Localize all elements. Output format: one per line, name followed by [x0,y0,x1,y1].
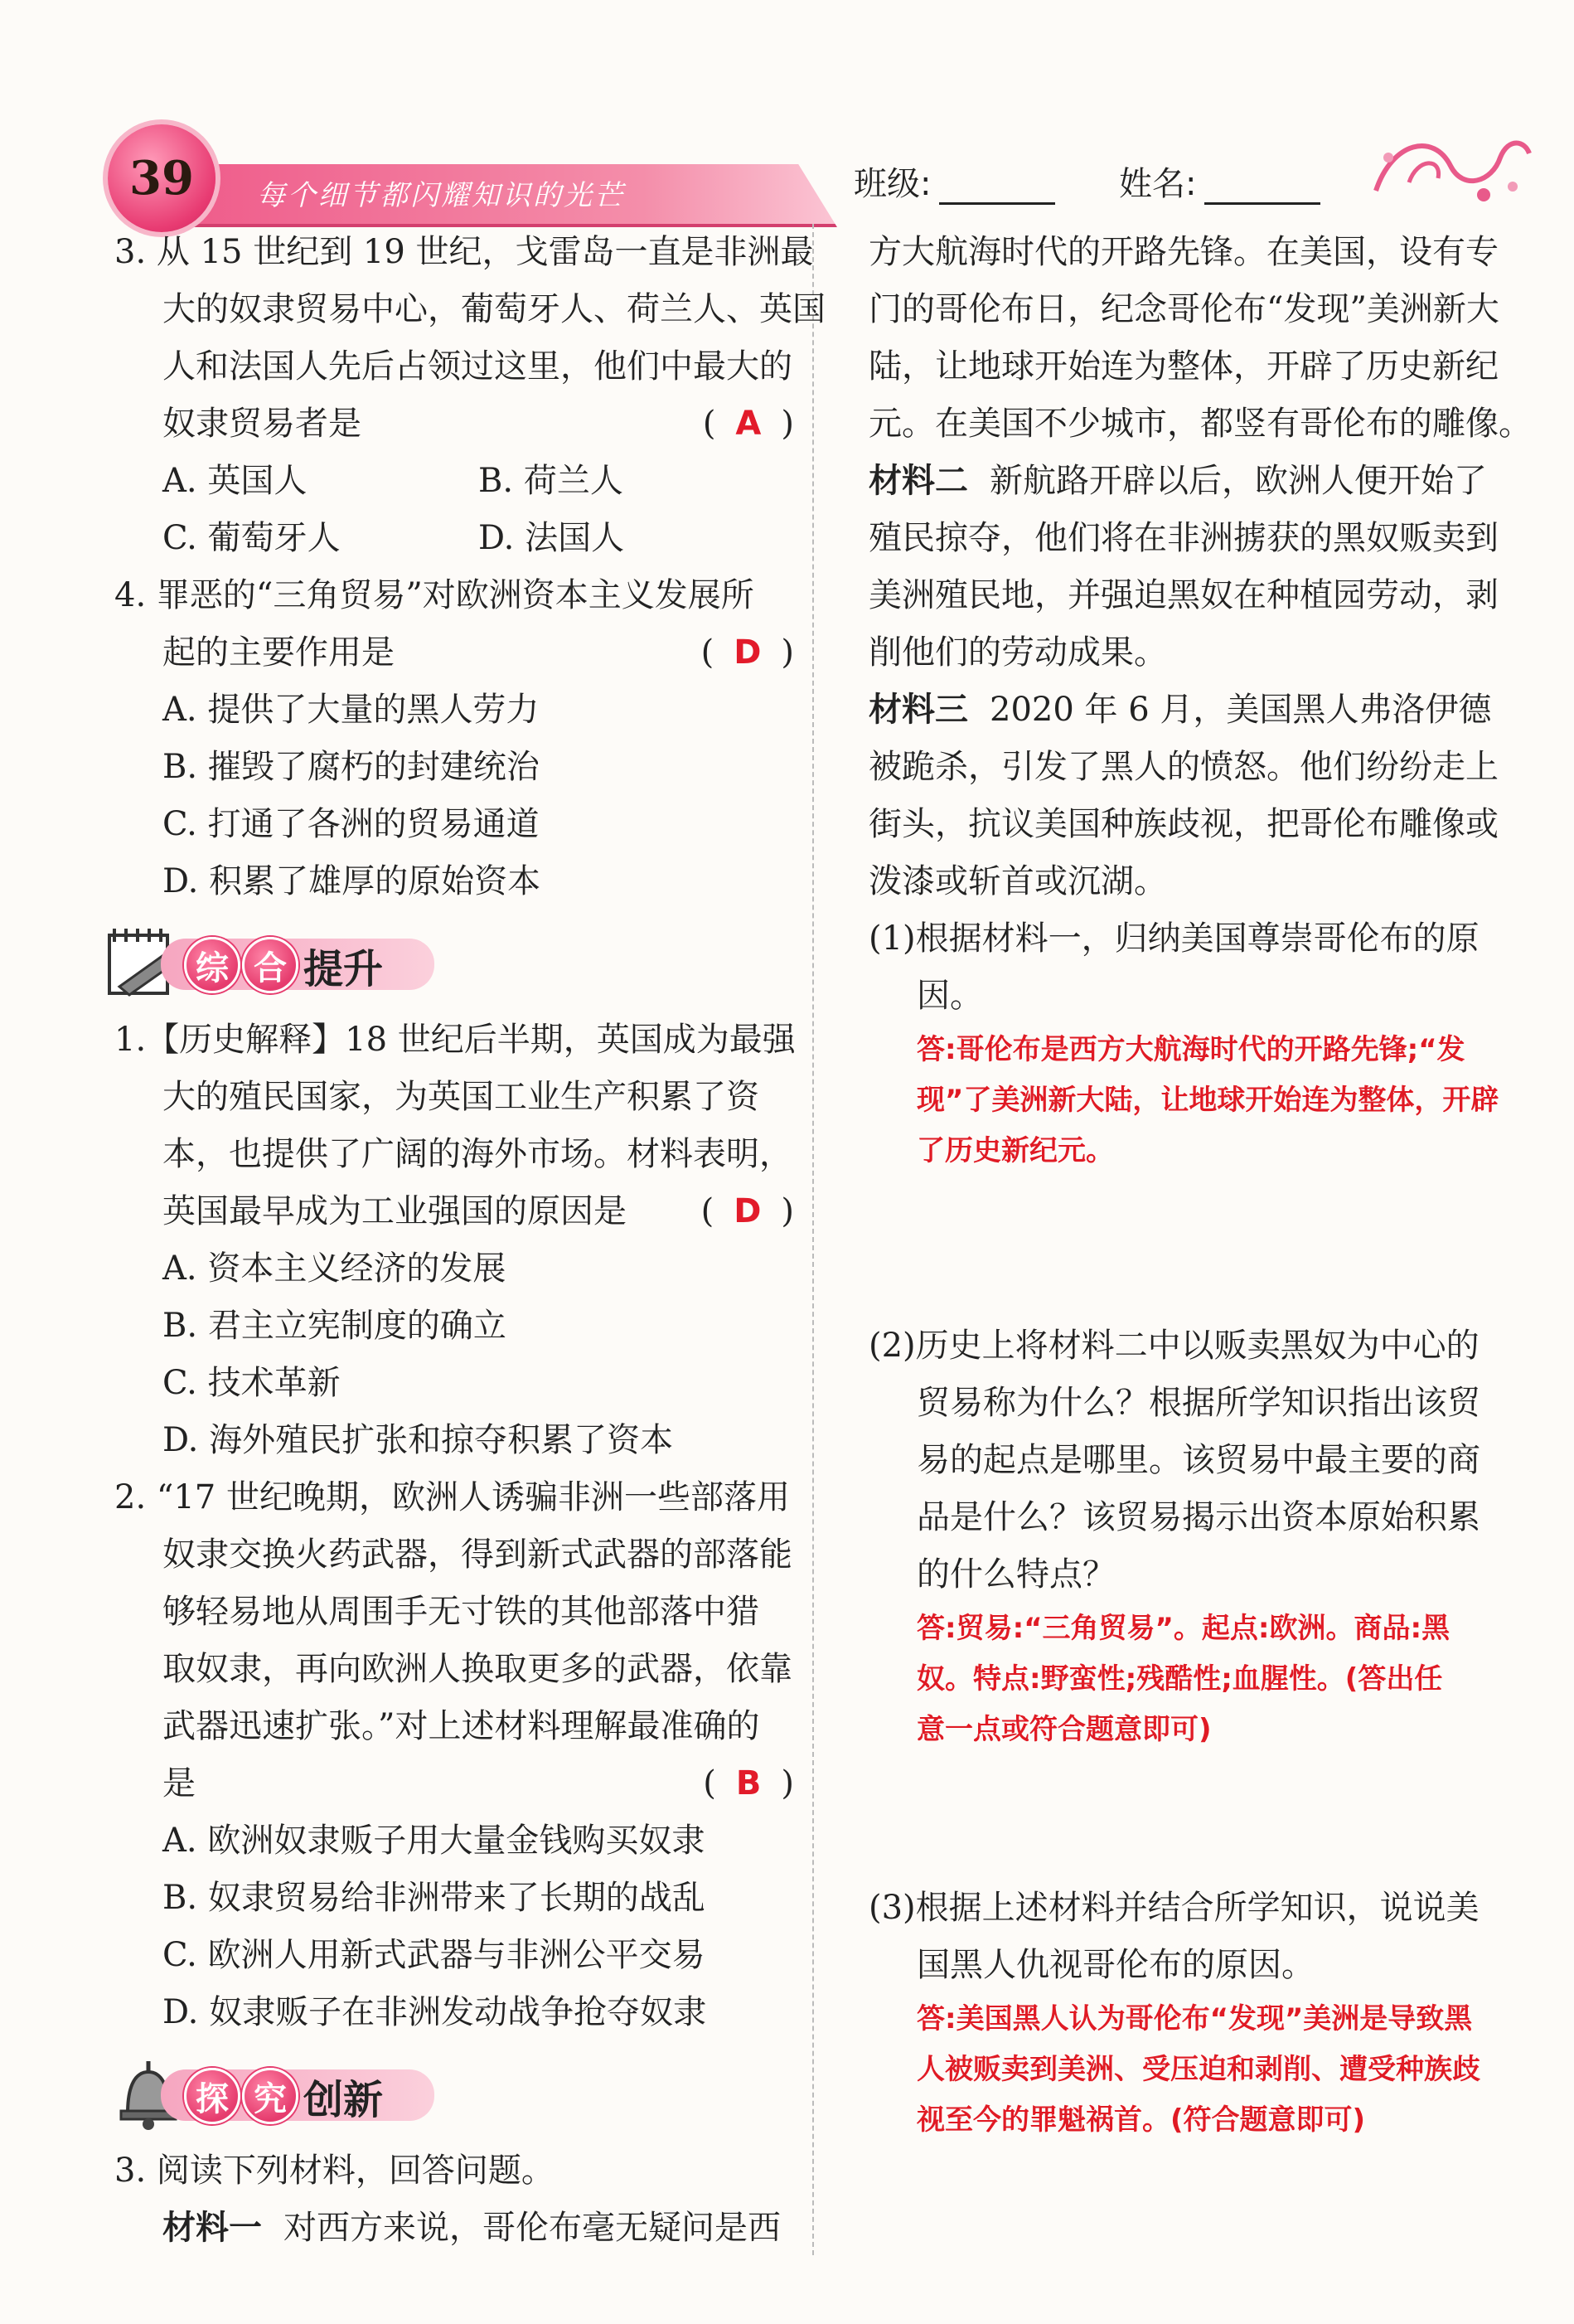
question-line: 国黑人仇视哥伦布的原因。 [917,1946,1315,1984]
material-label: 材料三 [869,691,968,729]
section-banner-explore [103,2051,794,2134]
answer-text: 意一点或符合题意即可) [917,1713,1212,1746]
banner-char: 究 [242,2068,298,2124]
option-a[interactable]: A. 英国人 [162,462,308,500]
page-header [108,124,1533,216]
option-c[interactable]: C. 葡萄牙人 [162,519,341,557]
question-stem-end [114,395,794,453]
column-divider [812,224,814,2255]
material-line [869,453,1515,510]
answer-text: 现”了美洲新大陆，让地球开始连为整体，开辟 [917,1084,1499,1117]
question-stem-end [114,1755,794,1812]
options-row [114,510,794,567]
question-line: 贸易称为什么？根据所学知识指出该贸 [917,1384,1480,1422]
option-d[interactable]: D. 积累了雄厚的原始资本 [162,862,541,900]
answer-space[interactable] [869,1177,1515,1317]
question-line: 本，也提供了广阔的海外市场。材料表明， [162,1135,792,1173]
material-label: 材料二 [869,462,968,500]
option-c[interactable]: C. 欧洲人用新式武器与非洲公平交易 [162,1936,705,1974]
class-field [854,158,1055,205]
question-4 [114,567,794,910]
name-field [1119,158,1320,205]
question-line: 1.【历史解释】18 世纪后半期，英国成为最强 [114,1021,796,1059]
banner-title: 提升 [303,946,384,992]
question-line: 起的主要作用是 [162,633,395,672]
question-line: 人和法国人先后占领过这里，他们中最大的 [162,347,792,386]
right-column [869,224,1532,2146]
question-line: 是 [162,1764,196,1802]
option-d[interactable]: D. 奴隶贩子在非洲发动战争抢夺奴隶 [162,1993,707,2031]
answer-text: 了历史新纪元。 [917,1134,1114,1167]
section-banner-comprehensive [103,920,794,1003]
page-number: 39 [108,124,216,232]
sub-question-1 [869,910,1515,1177]
question-line: (1)根据材料一，归纳美国尊崇哥伦布的原 [869,919,1480,958]
question-line: 大的殖民国家，为英国工业生产积累了资 [162,1078,759,1116]
material-text: 泼漆或斩首或沉湖。 [869,862,1167,900]
material-3 [869,682,1515,910]
material-2 [869,453,1515,682]
material-text: 新航路开辟以后，欧洲人便开始了 [990,462,1487,500]
answer-bracket: ( A ) [702,405,794,443]
option-a[interactable]: A. 资本主义经济的发展 [162,1249,506,1288]
question-line: 奴隶交换火药武器，得到新式武器的部落能 [162,1536,792,1574]
material-text: 门的哥伦布日，纪念哥伦布“发现”美洲新大 [869,290,1499,328]
option-c[interactable]: C. 打通了各洲的贸易通道 [162,805,540,843]
answer-text: 视至今的罪魁祸首。(符合题意即可) [917,2103,1366,2137]
option-a[interactable]: A. 欧洲奴隶贩子用大量金钱购买奴隶 [162,1822,705,1860]
options-row [114,453,794,510]
question-line: 2. “17 世纪晚期，欧洲人诱骗非洲一些部落用 [114,1478,790,1516]
question-3-reading [114,2142,794,2257]
left-column [114,224,826,2257]
question-line: 易的起点是哪里。该贸易中最主要的商 [917,1441,1480,1479]
material-text: 殖民掠夺，他们将在非洲掳获的黑奴贩卖到 [869,519,1499,557]
question-stem-end [114,624,794,682]
answer-bracket: ( D ) [700,633,794,672]
sub-question-3 [869,1880,1515,2146]
material-1 [114,2200,794,2257]
question-line: (2)历史上将材料二中以贩卖黑奴为中心的 [869,1327,1480,1365]
question-line: 奴隶贸易者是 [162,405,361,443]
answer-letter: D [734,633,762,672]
material-1-continued [869,224,1532,453]
option-a[interactable]: A. 提供了大量的黑人劳力 [162,691,540,729]
slogan-text: 每个细节都闪耀知识的光芒 [257,179,625,212]
answer-bracket: ( D ) [700,1192,794,1230]
material-text: 元。在美国不少城市，都竖有哥伦布的雕像。 [869,405,1532,443]
question-2 [114,1469,794,2041]
material-text: 对西方来说，哥伦布毫无疑问是西 [283,2209,781,2247]
banner-char: 探 [184,2068,240,2124]
banner-char: 合 [242,937,298,993]
question-1 [114,1012,794,1469]
question-line: 因。 [917,977,983,1015]
question-line: 品是什么？该贸易揭示出资本原始积累 [917,1498,1480,1536]
class-label: 班级: [854,165,932,203]
sub-question-2 [869,1317,1515,1755]
question-line: 武器迅速扩张。”对上述材料理解最准确的 [162,1707,760,1745]
answer-space[interactable] [869,1755,1515,1880]
question-line: 4. 罪恶的“三角贸易”对欧洲资本主义发展所 [114,576,754,614]
answer-letter: A [735,405,762,443]
option-b[interactable]: B. 荷兰人 [478,462,623,500]
answer-text: 奴。特点:野蛮性;残酷性;血腥性。(答出任 [917,1662,1443,1696]
answer-letter: D [734,1192,762,1230]
question-line: 3. 从 15 世纪到 19 世纪，戈雷岛一直是非洲最 [114,233,814,271]
question-3 [114,224,826,567]
question-line: 英国最早成为工业强国的原因是 [162,1192,627,1230]
material-text: 削他们的劳动成果。 [869,633,1167,672]
name-label: 姓名: [1119,165,1197,203]
option-d[interactable]: D. 法国人 [478,519,625,557]
question-line: 3. 阅读下列材料，回答问题。 [114,2152,555,2190]
question-line: 大的奴隶贸易中心，葡萄牙人、荷兰人、英国 [162,290,826,328]
name-blank[interactable] [1204,172,1320,205]
material-text: 被跪杀，引发了黑人的愤怒。他们纷纷走上 [869,748,1499,786]
option-b[interactable]: B. 君主立宪制度的确立 [162,1307,506,1345]
option-b[interactable]: B. 摧毁了腐朽的封建统治 [162,748,540,786]
class-blank[interactable] [939,172,1055,205]
answer-text: 答:贸易:“三角贸易”。起点:欧洲。商品:黑 [917,1612,1451,1645]
answer-text: 人被贩卖到美洲、受压迫和剥削、遭受种族歧 [917,2053,1480,2086]
answer-bracket: ( B ) [703,1764,794,1802]
banner-char: 综 [184,937,240,993]
question-line: 够轻易地从周围手无寸铁的其他部落中猎 [162,1593,759,1631]
option-c[interactable]: C. 技术革新 [162,1364,341,1402]
option-b[interactable]: B. 奴隶贸易给非洲带来了长期的战乱 [162,1879,705,1917]
answer-text: 答:美国黑人认为哥伦布“发现”美洲是导致黑 [917,2002,1473,2035]
material-text: 2020 年 6 月，美国黑人弗洛伊德 [990,691,1492,729]
material-label: 材料一 [162,2209,262,2247]
question-line: (3)根据上述材料并结合所学知识，说说美 [869,1889,1480,1927]
material-text: 街头，抗议美国种族歧视，把哥伦布雕像或 [869,805,1499,843]
question-line: 的什么特点？ [917,1555,1116,1594]
option-d[interactable]: D. 海外殖民扩张和掠夺积累了资本 [162,1421,674,1459]
material-text: 方大航海时代的开路先锋。在美国，设有专 [869,233,1499,271]
answer-letter: B [735,1764,762,1802]
flourish-ornament-icon [1359,124,1533,216]
answer-text: 答:哥伦布是西方大航海时代的开路先锋;“发 [917,1033,1465,1066]
question-line: 取奴隶，再向欧洲人换取更多的武器，依靠 [162,1650,792,1688]
material-text: 陆，让地球开始连为整体，开辟了历史新纪 [869,347,1499,386]
banner-title: 创新 [303,2077,384,2123]
material-text: 美洲殖民地，并强迫黑奴在种植园劳动，剥 [869,576,1499,614]
material-line [869,682,1515,739]
question-stem-end [114,1183,794,1240]
